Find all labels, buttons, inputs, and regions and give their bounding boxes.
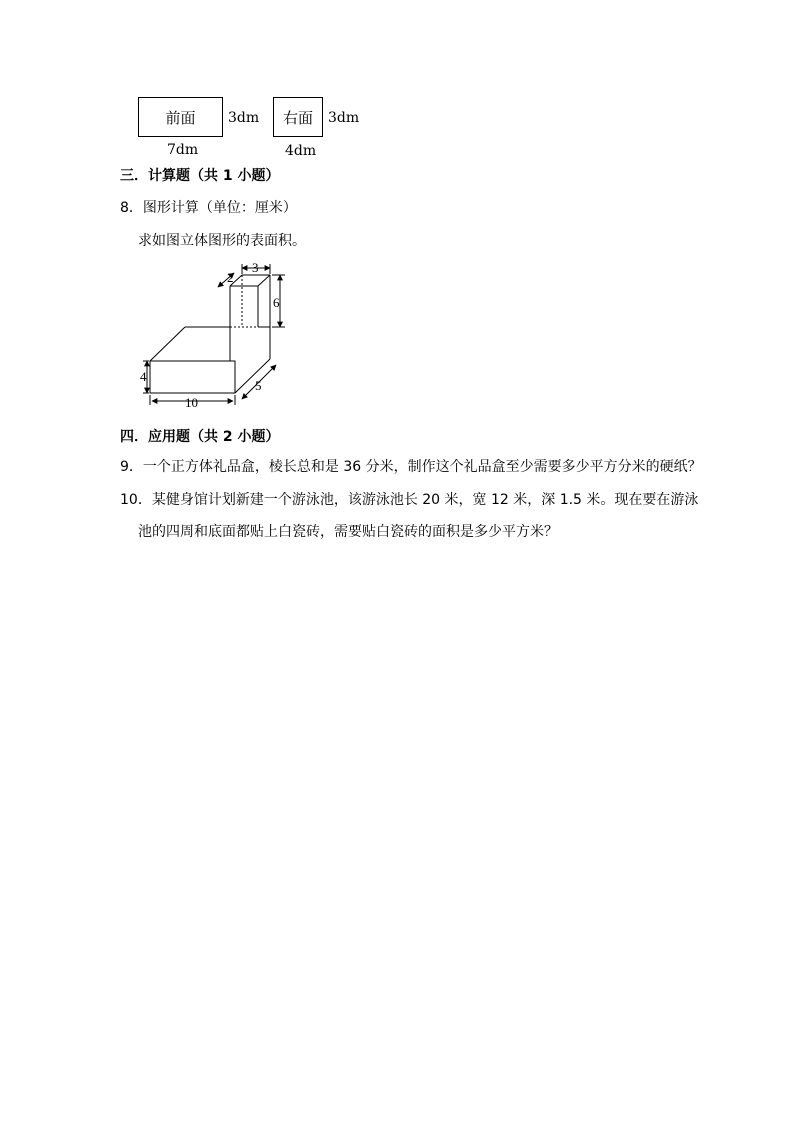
section4-heading: 四．应用题（共 2 小题） [120, 429, 280, 445]
dim-top-width: 3 [252, 260, 259, 275]
dim-top-depth: 2 [227, 270, 234, 285]
dim-base-depth: 5 [255, 378, 262, 393]
question-8-prompt: 求如图立体图形的表面积。 [138, 233, 306, 249]
question-10-line1: 10．某健身馆计划新建一个游泳池，该游泳池长 20 米，宽 12 米，深 1.5 米。现在要在游泳 [120, 492, 699, 508]
dim-base-length: 10 [185, 395, 198, 410]
base-front-face [150, 361, 235, 393]
dim-top-height: 6 [273, 295, 280, 310]
question-9: 9．一个正方体礼品盒，棱长总和是 36 分米，制作这个礼品盒至少需要多少平方分米的硬纸？ [120, 459, 702, 475]
question-10-line2: 池的四周和底面都贴上白瓷砖，需要贴白瓷砖的面积是多少平方米？ [138, 524, 558, 540]
solid-figure [130, 255, 300, 415]
right-height-label: 3dm [328, 110, 360, 126]
front-height-label: 3dm [228, 110, 260, 126]
front-width-label: 7dm [167, 142, 199, 158]
front-view-label: 前面 [165, 108, 196, 127]
front-view-box [138, 97, 223, 137]
right-view-box [273, 97, 323, 137]
section3-heading: 三．计算题（共 1 小题） [120, 168, 280, 184]
dim-base-height: 4 [140, 369, 147, 384]
right-width-label: 4dm [285, 143, 317, 159]
right-view-label: 右面 [282, 108, 313, 127]
question-8-title: 8．图形计算（单位：厘米） [120, 200, 297, 216]
